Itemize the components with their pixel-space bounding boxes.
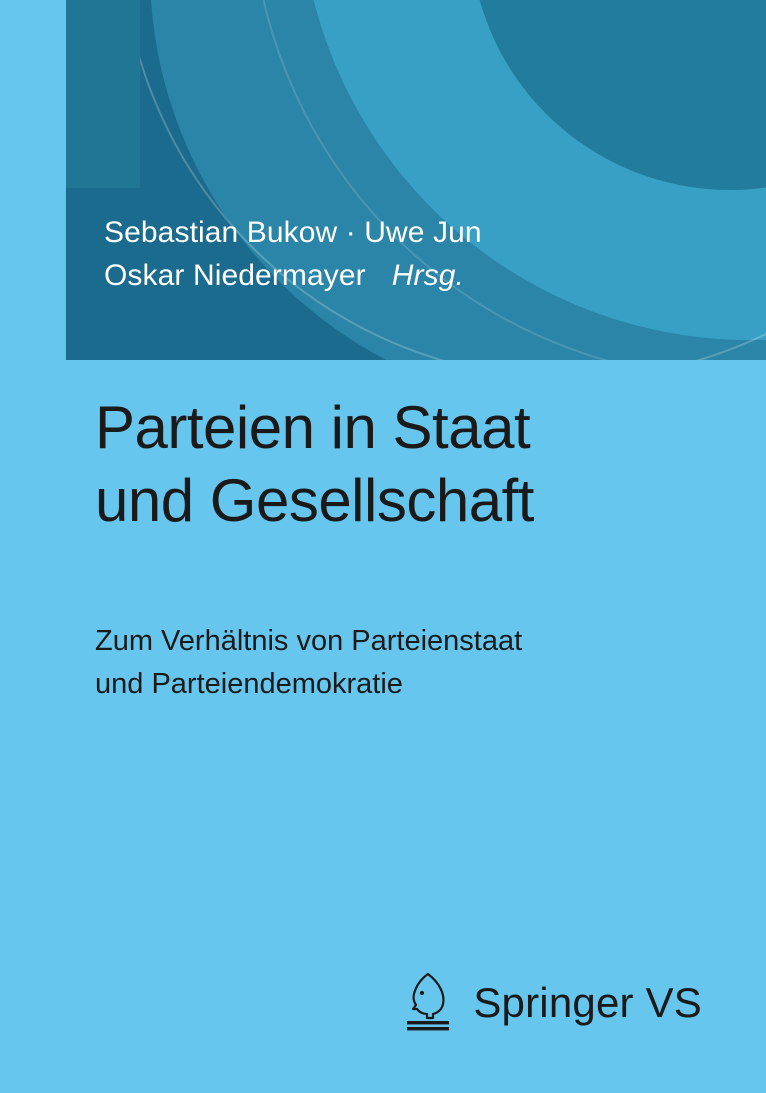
- editors-line-1: Sebastian Bukow · Uwe Jun: [104, 216, 482, 249]
- publisher-logo: [397, 971, 702, 1035]
- subtitle-line-1: Zum Verhältnis von Parteienstaat: [95, 625, 523, 657]
- title-line-1: Parteien in Staat: [95, 394, 531, 461]
- title-line-2: und Gesellschaft: [95, 466, 534, 534]
- editors-line-2-names: Oskar Niedermayer: [104, 258, 366, 292]
- decorative-left-block: [0, 0, 66, 360]
- editors-role: Hrsg.: [391, 258, 464, 292]
- decorative-left-strip: [0, 360, 66, 1093]
- springer-knight-icon: [397, 971, 459, 1035]
- editors-block: [104, 212, 704, 297]
- page-title: [95, 392, 735, 537]
- page-subtitle: [95, 620, 695, 706]
- decorative-left-shade: [66, 0, 140, 188]
- cover-header-band: [0, 0, 766, 360]
- publisher-name: Springer VS: [473, 979, 702, 1026]
- subtitle-line-2: und Parteiendemokratie: [95, 667, 403, 700]
- editors-line-2: [104, 255, 704, 298]
